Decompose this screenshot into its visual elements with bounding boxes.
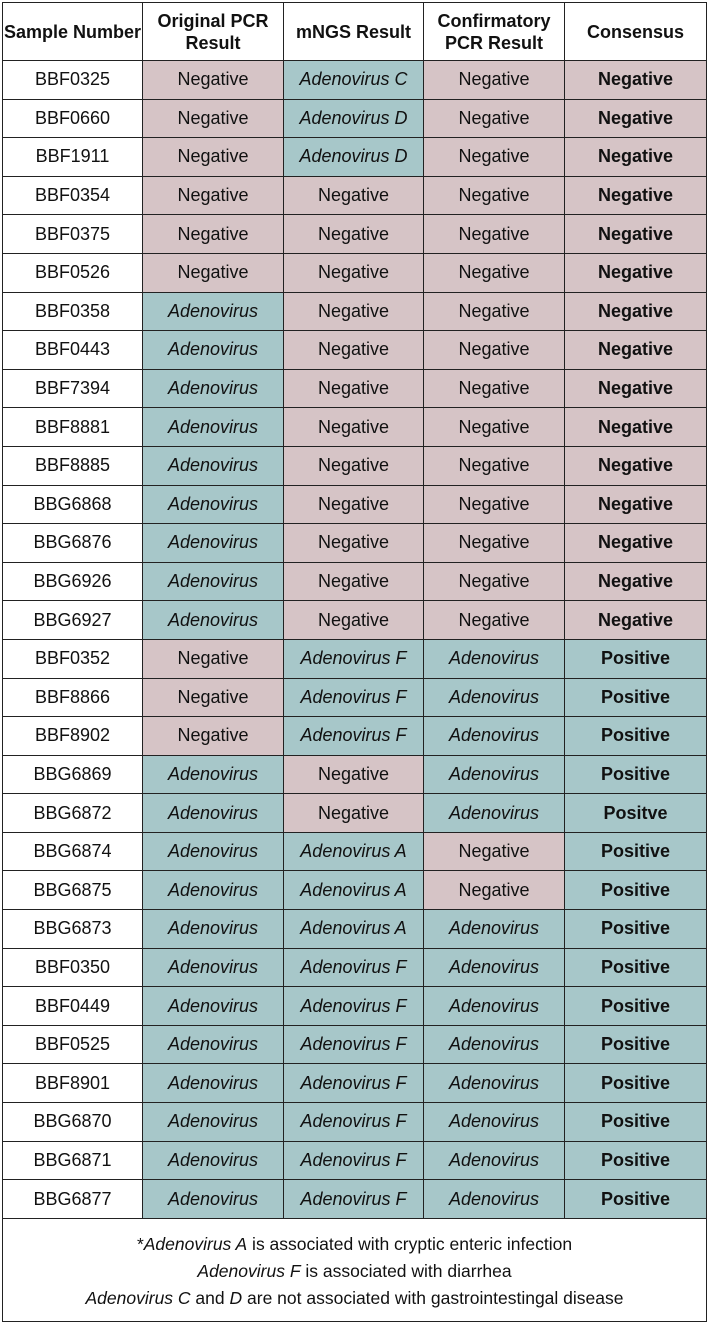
table-row bbox=[3, 678, 707, 717]
cell-original-pcr: Adenovirus bbox=[143, 1025, 284, 1064]
cell-mngs: Adenovirus F bbox=[284, 717, 424, 756]
cell-original-pcr: Adenovirus bbox=[143, 1180, 284, 1219]
cell-original-pcr: Negative bbox=[143, 61, 284, 100]
cell-mngs: Adenovirus F bbox=[284, 1103, 424, 1142]
cell-mngs: Negative bbox=[284, 176, 424, 215]
cell-mngs: Negative bbox=[284, 369, 424, 408]
cell-consensus: Positive bbox=[565, 755, 707, 794]
cell-mngs: Adenovirus F bbox=[284, 678, 424, 717]
cell-original-pcr: Negative bbox=[143, 639, 284, 678]
cell-consensus: Positive bbox=[565, 717, 707, 756]
cell-sample-number: BBG6871 bbox=[3, 1141, 143, 1180]
cell-consensus: Positve bbox=[565, 794, 707, 833]
table-row bbox=[3, 1180, 707, 1219]
cell-original-pcr: Adenovirus bbox=[143, 987, 284, 1026]
cell-sample-number: BBG6877 bbox=[3, 1180, 143, 1219]
cell-confirmatory-pcr: Negative bbox=[424, 331, 565, 370]
cell-confirmatory-pcr: Negative bbox=[424, 215, 565, 254]
footnote-adenovirus-a: Adenovirus A bbox=[143, 1234, 248, 1255]
cell-consensus: Negative bbox=[565, 99, 707, 138]
cell-mngs: Negative bbox=[284, 601, 424, 640]
cell-confirmatory-pcr: Adenovirus bbox=[424, 1180, 565, 1219]
table-row bbox=[3, 717, 707, 756]
table-row bbox=[3, 292, 707, 331]
table-row bbox=[3, 138, 707, 177]
cell-original-pcr: Adenovirus bbox=[143, 292, 284, 331]
cell-mngs: Adenovirus A bbox=[284, 910, 424, 949]
cell-original-pcr: Adenovirus bbox=[143, 408, 284, 447]
cell-consensus: Positive bbox=[565, 1103, 707, 1142]
footnote-line-3 bbox=[3, 1285, 706, 1312]
cell-sample-number: BBF0449 bbox=[3, 987, 143, 1026]
cell-sample-number: BBG6869 bbox=[3, 755, 143, 794]
cell-consensus: Positive bbox=[565, 1141, 707, 1180]
cell-consensus: Positive bbox=[565, 1064, 707, 1103]
cell-sample-number: BBF0354 bbox=[3, 176, 143, 215]
cell-mngs: Adenovirus D bbox=[284, 138, 424, 177]
cell-original-pcr: Adenovirus bbox=[143, 832, 284, 871]
cell-mngs: Adenovirus F bbox=[284, 987, 424, 1026]
cell-original-pcr: Adenovirus bbox=[143, 871, 284, 910]
cell-mngs: Adenovirus A bbox=[284, 832, 424, 871]
cell-sample-number: BBF0325 bbox=[3, 61, 143, 100]
cell-original-pcr: Negative bbox=[143, 678, 284, 717]
cell-consensus: Negative bbox=[565, 292, 707, 331]
table-row bbox=[3, 446, 707, 485]
cell-consensus: Negative bbox=[565, 369, 707, 408]
cell-confirmatory-pcr: Negative bbox=[424, 369, 565, 408]
cell-sample-number: BBG6870 bbox=[3, 1103, 143, 1142]
cell-mngs: Negative bbox=[284, 562, 424, 601]
footnote-line-1-text: is associated with cryptic enteric infection bbox=[247, 1234, 573, 1255]
cell-original-pcr: Adenovirus bbox=[143, 794, 284, 833]
cell-confirmatory-pcr: Negative bbox=[424, 292, 565, 331]
header-row bbox=[3, 3, 707, 61]
table-row bbox=[3, 253, 707, 292]
table-row bbox=[3, 601, 707, 640]
table-row bbox=[3, 832, 707, 871]
cell-consensus: Negative bbox=[565, 601, 707, 640]
cell-original-pcr: Negative bbox=[143, 215, 284, 254]
footnote-d: D bbox=[229, 1288, 243, 1309]
footnote-line-1 bbox=[3, 1231, 706, 1258]
cell-confirmatory-pcr: Negative bbox=[424, 408, 565, 447]
footnote-asterisk: * bbox=[136, 1234, 144, 1255]
cell-sample-number: BBF8881 bbox=[3, 408, 143, 447]
cell-mngs: Negative bbox=[284, 524, 424, 563]
cell-sample-number: BBG6874 bbox=[3, 832, 143, 871]
cell-confirmatory-pcr: Adenovirus bbox=[424, 1103, 565, 1142]
cell-original-pcr: Adenovirus bbox=[143, 755, 284, 794]
table-row bbox=[3, 1025, 707, 1064]
cell-mngs: Adenovirus F bbox=[284, 1180, 424, 1219]
table-row bbox=[3, 369, 707, 408]
cell-consensus: Negative bbox=[565, 331, 707, 370]
footnote-line-2-text: is associated with diarrhea bbox=[300, 1261, 512, 1282]
header-sample-number: Sample Number bbox=[3, 3, 143, 61]
cell-mngs: Adenovirus A bbox=[284, 871, 424, 910]
cell-confirmatory-pcr: Adenovirus bbox=[424, 755, 565, 794]
table-row bbox=[3, 1064, 707, 1103]
table-row bbox=[3, 61, 707, 100]
cell-sample-number: BBG6868 bbox=[3, 485, 143, 524]
cell-mngs: Negative bbox=[284, 215, 424, 254]
table-row bbox=[3, 562, 707, 601]
table-footnote bbox=[3, 1218, 707, 1321]
cell-consensus: Positive bbox=[565, 832, 707, 871]
cell-original-pcr: Adenovirus bbox=[143, 948, 284, 987]
table-row bbox=[3, 408, 707, 447]
cell-original-pcr: Adenovirus bbox=[143, 1141, 284, 1180]
cell-confirmatory-pcr: Negative bbox=[424, 562, 565, 601]
cell-original-pcr: Adenovirus bbox=[143, 446, 284, 485]
footnote-cell bbox=[3, 1218, 707, 1321]
cell-mngs: Negative bbox=[284, 253, 424, 292]
cell-consensus: Positive bbox=[565, 871, 707, 910]
cell-mngs: Adenovirus F bbox=[284, 639, 424, 678]
cell-confirmatory-pcr: Negative bbox=[424, 524, 565, 563]
cell-original-pcr: Adenovirus bbox=[143, 562, 284, 601]
cell-original-pcr: Negative bbox=[143, 99, 284, 138]
cell-original-pcr: Negative bbox=[143, 138, 284, 177]
cell-confirmatory-pcr: Negative bbox=[424, 99, 565, 138]
header-original-pcr: Original PCR Result bbox=[143, 3, 284, 61]
cell-sample-number: BBF0375 bbox=[3, 215, 143, 254]
cell-mngs: Adenovirus F bbox=[284, 1141, 424, 1180]
cell-original-pcr: Adenovirus bbox=[143, 601, 284, 640]
cell-mngs: Negative bbox=[284, 794, 424, 833]
cell-sample-number: BBG6872 bbox=[3, 794, 143, 833]
cell-confirmatory-pcr: Negative bbox=[424, 61, 565, 100]
cell-mngs: Adenovirus F bbox=[284, 948, 424, 987]
cell-sample-number: BBF0443 bbox=[3, 331, 143, 370]
cell-sample-number: BBG6873 bbox=[3, 910, 143, 949]
header-confirmatory-pcr: Confirmatory PCR Result bbox=[424, 3, 565, 61]
cell-original-pcr: Adenovirus bbox=[143, 369, 284, 408]
cell-sample-number: BBF7394 bbox=[3, 369, 143, 408]
footnote-and: and bbox=[190, 1288, 230, 1309]
cell-consensus: Negative bbox=[565, 562, 707, 601]
cell-mngs: Adenovirus D bbox=[284, 99, 424, 138]
cell-consensus: Positive bbox=[565, 1025, 707, 1064]
cell-sample-number: BBF0525 bbox=[3, 1025, 143, 1064]
cell-consensus: Positive bbox=[565, 678, 707, 717]
cell-sample-number: BBF0358 bbox=[3, 292, 143, 331]
cell-confirmatory-pcr: Negative bbox=[424, 601, 565, 640]
cell-consensus: Positive bbox=[565, 639, 707, 678]
cell-original-pcr: Negative bbox=[143, 717, 284, 756]
cell-confirmatory-pcr: Negative bbox=[424, 176, 565, 215]
cell-consensus: Negative bbox=[565, 524, 707, 563]
cell-sample-number: BBF0350 bbox=[3, 948, 143, 987]
table-row bbox=[3, 331, 707, 370]
table-body bbox=[3, 61, 707, 1219]
cell-mngs: Adenovirus F bbox=[284, 1025, 424, 1064]
header-consensus: Consensus bbox=[565, 3, 707, 61]
cell-consensus: Negative bbox=[565, 215, 707, 254]
cell-consensus: Negative bbox=[565, 138, 707, 177]
footnote-adenovirus-f: Adenovirus F bbox=[197, 1261, 301, 1282]
cell-consensus: Negative bbox=[565, 253, 707, 292]
cell-confirmatory-pcr: Adenovirus bbox=[424, 948, 565, 987]
cell-mngs: Negative bbox=[284, 408, 424, 447]
cell-consensus: Positive bbox=[565, 948, 707, 987]
cell-sample-number: BBG6927 bbox=[3, 601, 143, 640]
cell-confirmatory-pcr: Negative bbox=[424, 485, 565, 524]
cell-confirmatory-pcr: Adenovirus bbox=[424, 639, 565, 678]
cell-original-pcr: Negative bbox=[143, 253, 284, 292]
cell-mngs: Negative bbox=[284, 331, 424, 370]
table-row bbox=[3, 524, 707, 563]
cell-confirmatory-pcr: Adenovirus bbox=[424, 1141, 565, 1180]
cell-sample-number: BBG6875 bbox=[3, 871, 143, 910]
cell-sample-number: BBF8902 bbox=[3, 717, 143, 756]
table-row bbox=[3, 99, 707, 138]
table-row bbox=[3, 755, 707, 794]
cell-original-pcr: Adenovirus bbox=[143, 1064, 284, 1103]
table-row bbox=[3, 1141, 707, 1180]
cell-consensus: Negative bbox=[565, 176, 707, 215]
cell-sample-number: BBF8885 bbox=[3, 446, 143, 485]
cell-consensus: Positive bbox=[565, 987, 707, 1026]
cell-sample-number: BBG6926 bbox=[3, 562, 143, 601]
results-table bbox=[2, 2, 707, 1322]
cell-confirmatory-pcr: Adenovirus bbox=[424, 1025, 565, 1064]
cell-confirmatory-pcr: Negative bbox=[424, 253, 565, 292]
header-mngs: mNGS Result bbox=[284, 3, 424, 61]
cell-confirmatory-pcr: Adenovirus bbox=[424, 1064, 565, 1103]
table-row bbox=[3, 794, 707, 833]
cell-original-pcr: Adenovirus bbox=[143, 485, 284, 524]
cell-sample-number: BBG6876 bbox=[3, 524, 143, 563]
table-row bbox=[3, 910, 707, 949]
cell-sample-number: BBF8866 bbox=[3, 678, 143, 717]
cell-mngs: Negative bbox=[284, 485, 424, 524]
cell-original-pcr: Adenovirus bbox=[143, 910, 284, 949]
cell-original-pcr: Adenovirus bbox=[143, 524, 284, 563]
cell-confirmatory-pcr: Adenovirus bbox=[424, 717, 565, 756]
cell-mngs: Adenovirus F bbox=[284, 1064, 424, 1103]
table-row bbox=[3, 1103, 707, 1142]
table-row bbox=[3, 948, 707, 987]
table-row bbox=[3, 485, 707, 524]
cell-original-pcr: Adenovirus bbox=[143, 331, 284, 370]
cell-mngs: Negative bbox=[284, 755, 424, 794]
cell-sample-number: BBF0352 bbox=[3, 639, 143, 678]
cell-consensus: Negative bbox=[565, 485, 707, 524]
table-header bbox=[3, 3, 707, 61]
cell-consensus: Positive bbox=[565, 1180, 707, 1219]
cell-mngs: Negative bbox=[284, 292, 424, 331]
cell-sample-number: BBF1911 bbox=[3, 138, 143, 177]
cell-confirmatory-pcr: Negative bbox=[424, 871, 565, 910]
cell-sample-number: BBF0660 bbox=[3, 99, 143, 138]
footnote-row bbox=[3, 1218, 707, 1321]
cell-confirmatory-pcr: Adenovirus bbox=[424, 987, 565, 1026]
footnote-adenovirus-c: Adenovirus C bbox=[85, 1288, 191, 1309]
cell-mngs: Adenovirus C bbox=[284, 61, 424, 100]
cell-original-pcr: Adenovirus bbox=[143, 1103, 284, 1142]
cell-confirmatory-pcr: Adenovirus bbox=[424, 678, 565, 717]
footnote-line-2 bbox=[3, 1258, 706, 1285]
cell-consensus: Positive bbox=[565, 910, 707, 949]
table-row bbox=[3, 215, 707, 254]
cell-consensus: Negative bbox=[565, 408, 707, 447]
footnote-line-3-text: are not associated with gastrointestingal disease bbox=[242, 1288, 624, 1309]
cell-confirmatory-pcr: Negative bbox=[424, 138, 565, 177]
cell-consensus: Negative bbox=[565, 61, 707, 100]
results-table-container bbox=[2, 2, 706, 1322]
cell-original-pcr: Negative bbox=[143, 176, 284, 215]
cell-mngs: Negative bbox=[284, 446, 424, 485]
table-row bbox=[3, 176, 707, 215]
table-row bbox=[3, 639, 707, 678]
table-row bbox=[3, 871, 707, 910]
cell-confirmatory-pcr: Negative bbox=[424, 832, 565, 871]
cell-sample-number: BBF8901 bbox=[3, 1064, 143, 1103]
cell-confirmatory-pcr: Adenovirus bbox=[424, 910, 565, 949]
cell-sample-number: BBF0526 bbox=[3, 253, 143, 292]
cell-confirmatory-pcr: Adenovirus bbox=[424, 794, 565, 833]
table-row bbox=[3, 987, 707, 1026]
cell-confirmatory-pcr: Negative bbox=[424, 446, 565, 485]
cell-consensus: Negative bbox=[565, 446, 707, 485]
